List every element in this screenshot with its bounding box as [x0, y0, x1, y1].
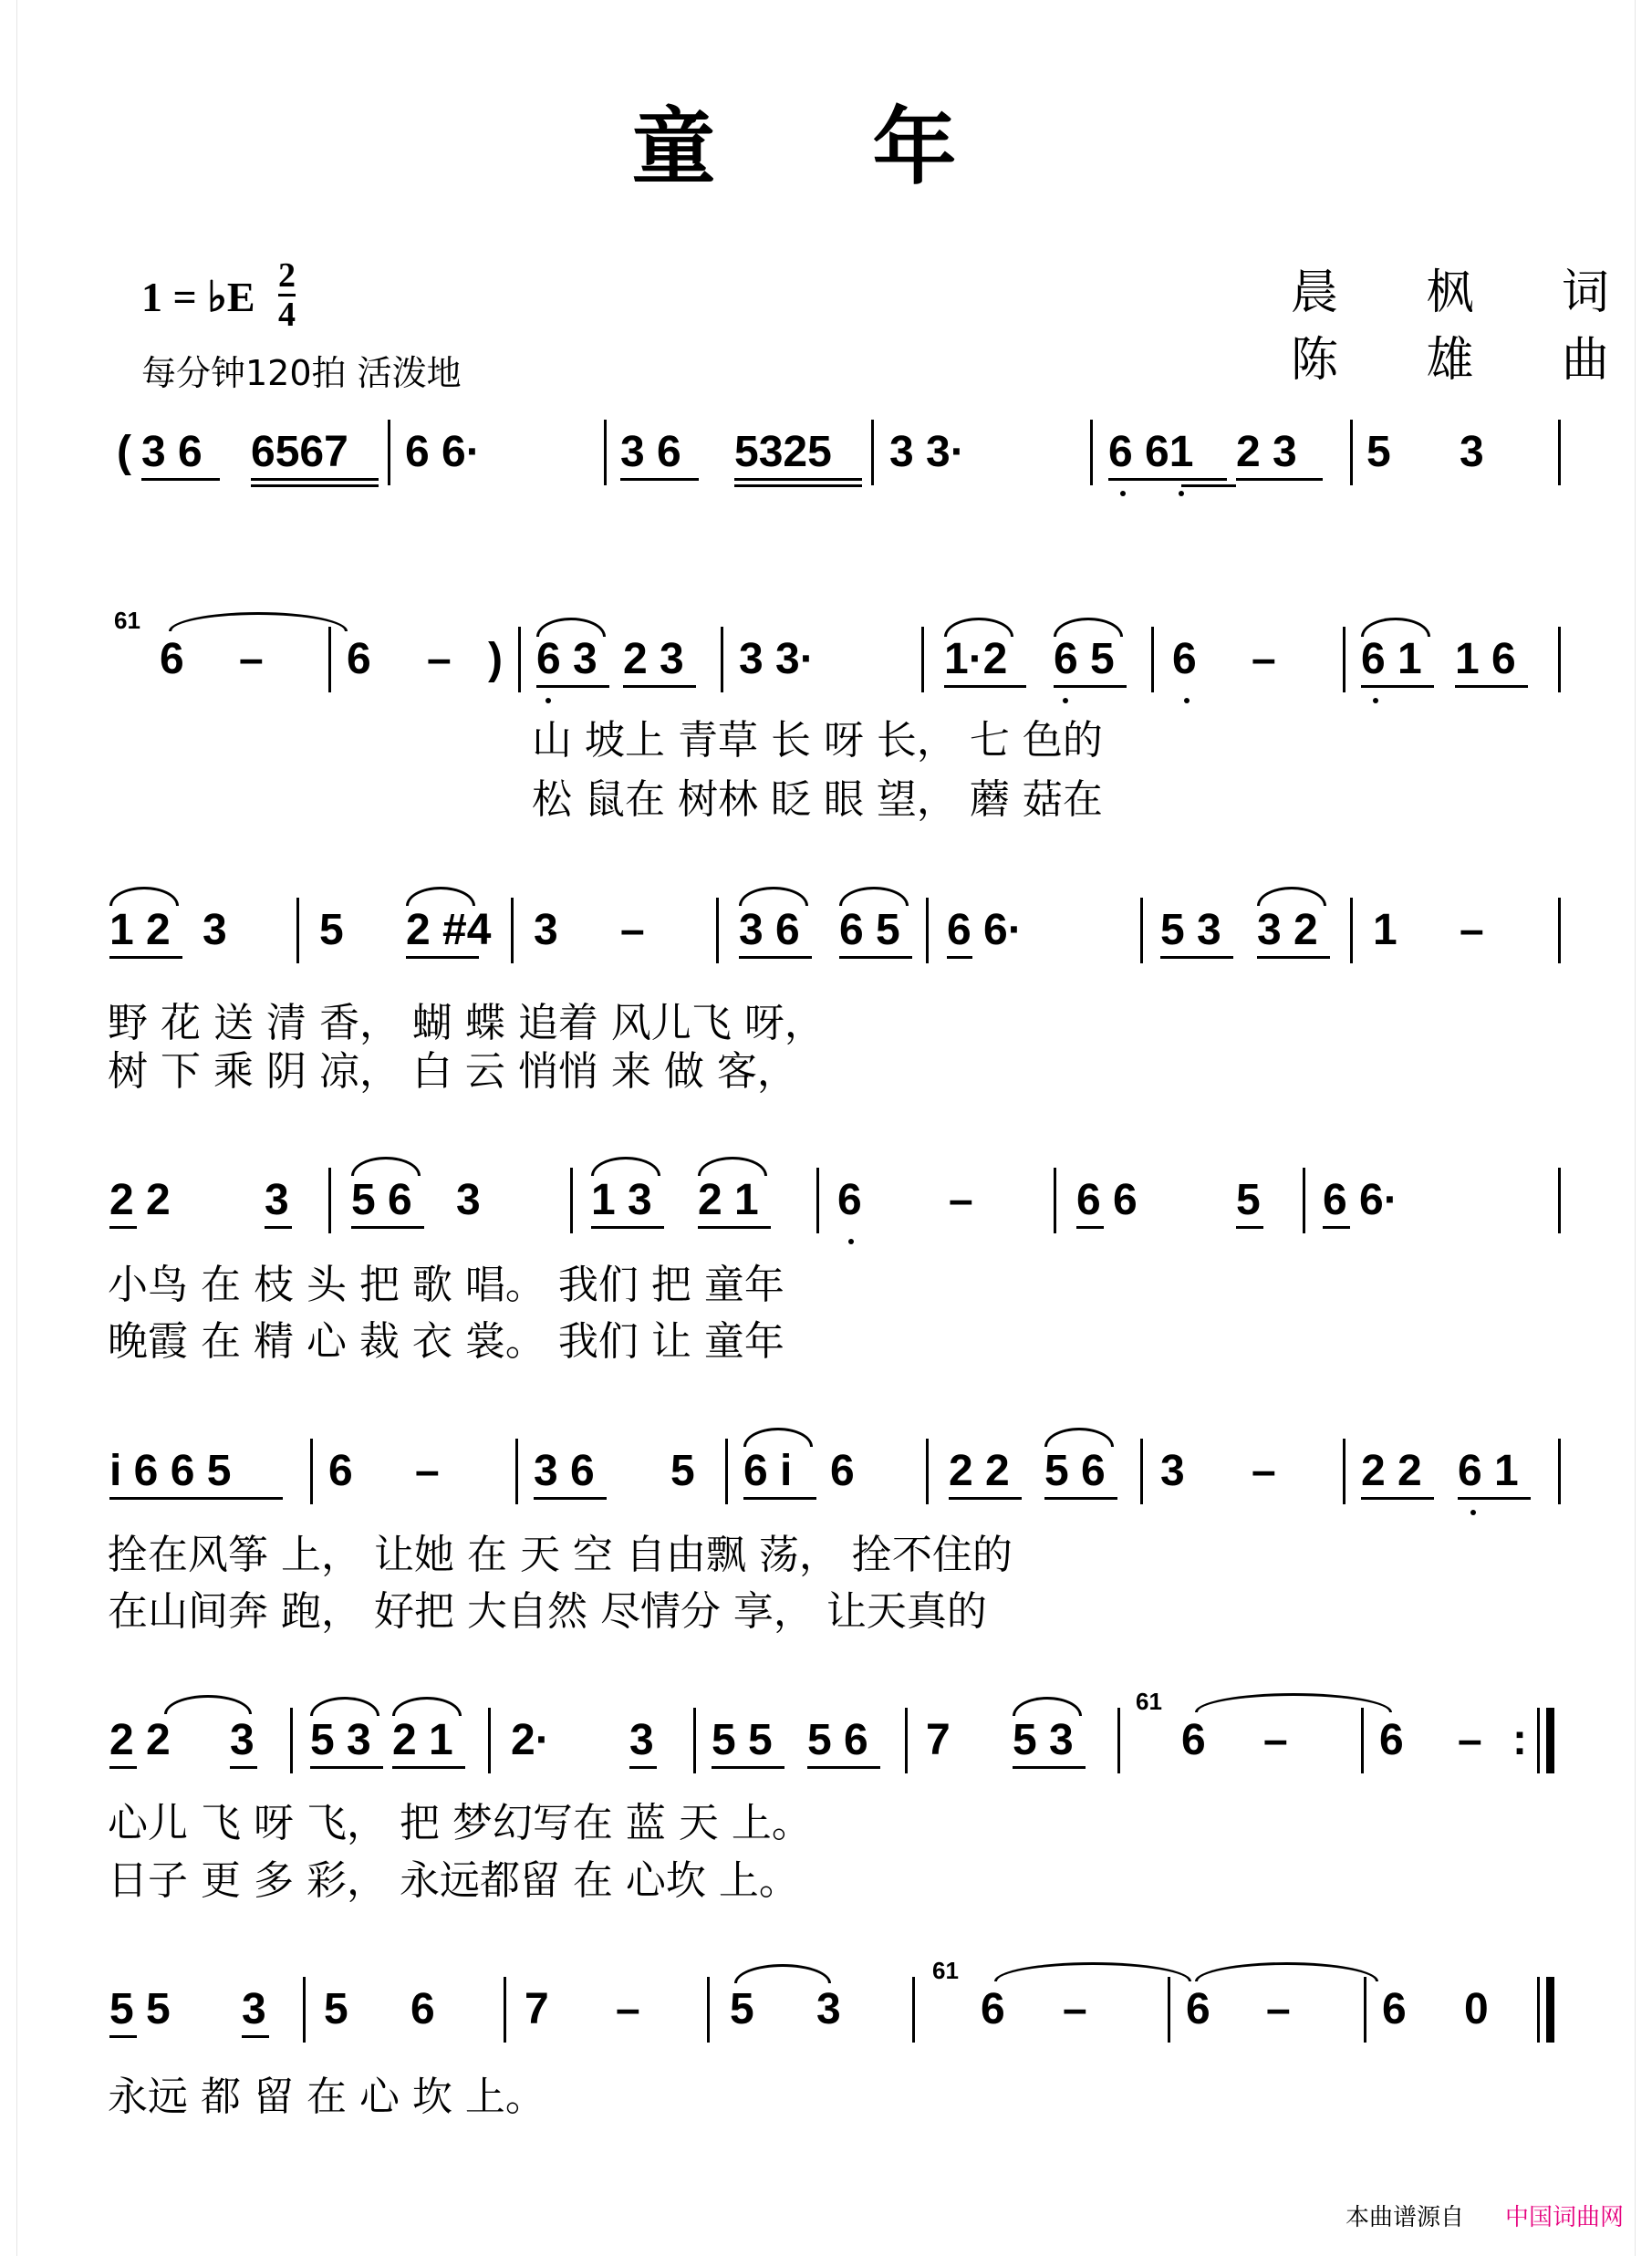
note-token: 3	[534, 906, 558, 954]
note-token: 3	[456, 1176, 481, 1224]
grace-note: 61	[1136, 1688, 1162, 1715]
note-token: –	[949, 1176, 973, 1224]
note-token: 0	[1464, 1985, 1489, 2033]
note-token: –	[427, 635, 452, 683]
note-token: 6 1	[1361, 635, 1422, 683]
lyricist-credit: 晨 枫 词	[1291, 265, 1647, 320]
note-token: –	[1458, 1716, 1482, 1764]
note-token: 5	[1236, 1176, 1261, 1224]
note-token: –	[1063, 1985, 1087, 2033]
note-token: 6 3	[536, 635, 597, 683]
note-token: –	[415, 1447, 440, 1495]
note-token: –	[239, 635, 264, 683]
lyrics-row-4-verse-2: 晚霞 在 精 心 裁 衣 裳。 我们 让 童年	[108, 1318, 784, 1365]
note-token: 6 6	[1076, 1176, 1138, 1224]
lyrics-row-2-verse-2: 松 鼠在 树林 眨 眼 望， 蘑 菇在	[532, 776, 1103, 823]
note-token: 1 2	[109, 906, 171, 954]
note-token: –	[616, 1985, 640, 2033]
note-token: 2 1	[392, 1716, 453, 1764]
note-token: 5	[324, 1985, 348, 2033]
lyrics-row-7-verse-1: 永远 都 留 在 心 坎 上。	[108, 2074, 545, 2120]
note-token: –	[1252, 635, 1276, 683]
note-token: –	[1252, 1447, 1276, 1495]
note-token: 3 3·	[739, 635, 815, 683]
note-token: 6	[1382, 1985, 1407, 2033]
note-token: 6 i	[743, 1447, 793, 1495]
note-token: 7	[525, 1985, 549, 2033]
note-token: 3	[1460, 428, 1484, 476]
lyrics-row-5-verse-1: 拴在风筝 上， 让她 在 天 空 自由飘 荡， 拴不住的	[108, 1532, 1013, 1578]
note-token: 6 5	[1054, 635, 1115, 683]
note-token: 3	[816, 1985, 841, 2033]
note-token: 1·2	[944, 635, 1008, 683]
note-token: 3 2	[1257, 906, 1318, 954]
note-token: 6 61	[1108, 428, 1194, 476]
note-token: 2 2	[1361, 1447, 1422, 1495]
note-token: 5 5	[109, 1985, 171, 2033]
note-token: 5 3	[1160, 906, 1221, 954]
note-token: 3 3·	[889, 428, 965, 476]
note-token: 2 3	[623, 635, 684, 683]
note-token: 1	[1373, 906, 1397, 954]
note-token: 5 3	[1013, 1716, 1074, 1764]
note-token: 2·	[511, 1716, 550, 1764]
note-token: 2 1	[698, 1176, 759, 1224]
note-token: 5	[670, 1447, 695, 1495]
note-token: 5 6	[1044, 1447, 1106, 1495]
footer-site-link[interactable]: 中国词曲网	[1505, 2204, 1625, 2231]
footer-source-label: 本曲谱源自	[1345, 2204, 1465, 2231]
song-title: 童 年	[631, 98, 1021, 196]
note-token: –	[1266, 1985, 1291, 2033]
note-token: 3	[1160, 1447, 1185, 1495]
note-token: 2 3	[1236, 428, 1297, 476]
note-token: 6	[1379, 1716, 1404, 1764]
note-token: 5325	[734, 428, 832, 476]
note-token: 6	[981, 1985, 1005, 2033]
note-token: 2 #4	[406, 906, 492, 954]
note-token: 3	[242, 1985, 266, 2033]
note-token: (	[117, 428, 131, 476]
lyrics-row-6-verse-1: 心儿 飞 呀 飞， 把 梦幻写在 蓝 天 上。	[108, 1800, 812, 1846]
note-token: 6	[830, 1447, 855, 1495]
time-signature: 2 4	[278, 256, 296, 334]
lyrics-row-4-verse-1: 小鸟 在 枝 头 把 歌 唱。 我们 把 童年	[108, 1262, 784, 1308]
lyrics-row-2-verse-1: 山 坡上 青草 长 呀 长， 七 色的	[532, 717, 1103, 764]
lyrics-row-5-verse-2: 在山间奔 跑， 好把 大自然 尽情分 享， 让天真的	[108, 1588, 987, 1635]
lyrics-row-3-verse-1: 野 花 送 清 香， 蝴 蝶 追着 风儿飞 呀，	[108, 1000, 825, 1046]
note-token: 3 6	[620, 428, 681, 476]
note-token: 6	[1172, 635, 1197, 683]
note-token: 6 5	[839, 906, 900, 954]
note-token: 5 6	[351, 1176, 412, 1224]
grace-note: 61	[932, 1957, 959, 1984]
note-token: 2 2	[109, 1716, 171, 1764]
note-token: 3	[203, 906, 227, 954]
note-token: 5	[730, 1985, 754, 2033]
note-token: 2 2	[949, 1447, 1010, 1495]
note-token: 6 6·	[947, 906, 1023, 954]
note-token: 6	[1181, 1716, 1206, 1764]
note-token: 5 5	[712, 1716, 773, 1764]
note-token: 6	[328, 1447, 353, 1495]
note-token: –	[1263, 1716, 1288, 1764]
note-token: 3 6	[141, 428, 203, 476]
composer-credit: 陈 雄 曲	[1291, 333, 1647, 388]
note-token: 5	[319, 906, 344, 954]
note-token: 5	[1366, 428, 1391, 476]
note-token: 1 3	[591, 1176, 652, 1224]
note-token: 3	[265, 1176, 289, 1224]
key-signature: 1 = ♭E	[141, 274, 255, 320]
grace-note: 61	[114, 607, 140, 634]
note-token: 6 6·	[1323, 1176, 1398, 1224]
lyrics-row-3-verse-2: 树 下 乘 阴 凉， 白 云 悄悄 来 做 客，	[108, 1048, 797, 1095]
note-token: 1 6	[1455, 635, 1516, 683]
note-token: i 6 6 5	[109, 1447, 232, 1495]
note-token: 6	[410, 1985, 435, 2033]
note-token: 3	[629, 1716, 654, 1764]
tempo-marking: 每分钟120拍 活泼地	[141, 353, 462, 393]
note-token: 6	[837, 1176, 862, 1224]
note-token: 6 6·	[405, 428, 481, 476]
note-token: 3 6	[534, 1447, 595, 1495]
note-token: 2 2	[109, 1176, 171, 1224]
note-token: )	[488, 635, 503, 683]
note-token: 6	[1186, 1985, 1210, 2033]
note-token: –	[1460, 906, 1484, 954]
note-token: 3	[230, 1716, 255, 1764]
note-token: 5 6	[807, 1716, 868, 1764]
note-token: 6 1	[1458, 1447, 1519, 1495]
note-token: 7	[926, 1716, 951, 1764]
note-token: –	[620, 906, 645, 954]
note-token: 3 6	[739, 906, 800, 954]
repeat-sign: :	[1512, 1716, 1527, 1764]
left-watermark-strip	[0, 0, 17, 2256]
note-token: 6	[160, 635, 184, 683]
lyrics-row-6-verse-2: 日子 更 多 彩， 永远都留 在 心坎 上。	[108, 1857, 799, 1904]
note-token: 6567	[251, 428, 348, 476]
note-token: 6	[347, 635, 371, 683]
note-token: 5 3	[310, 1716, 371, 1764]
